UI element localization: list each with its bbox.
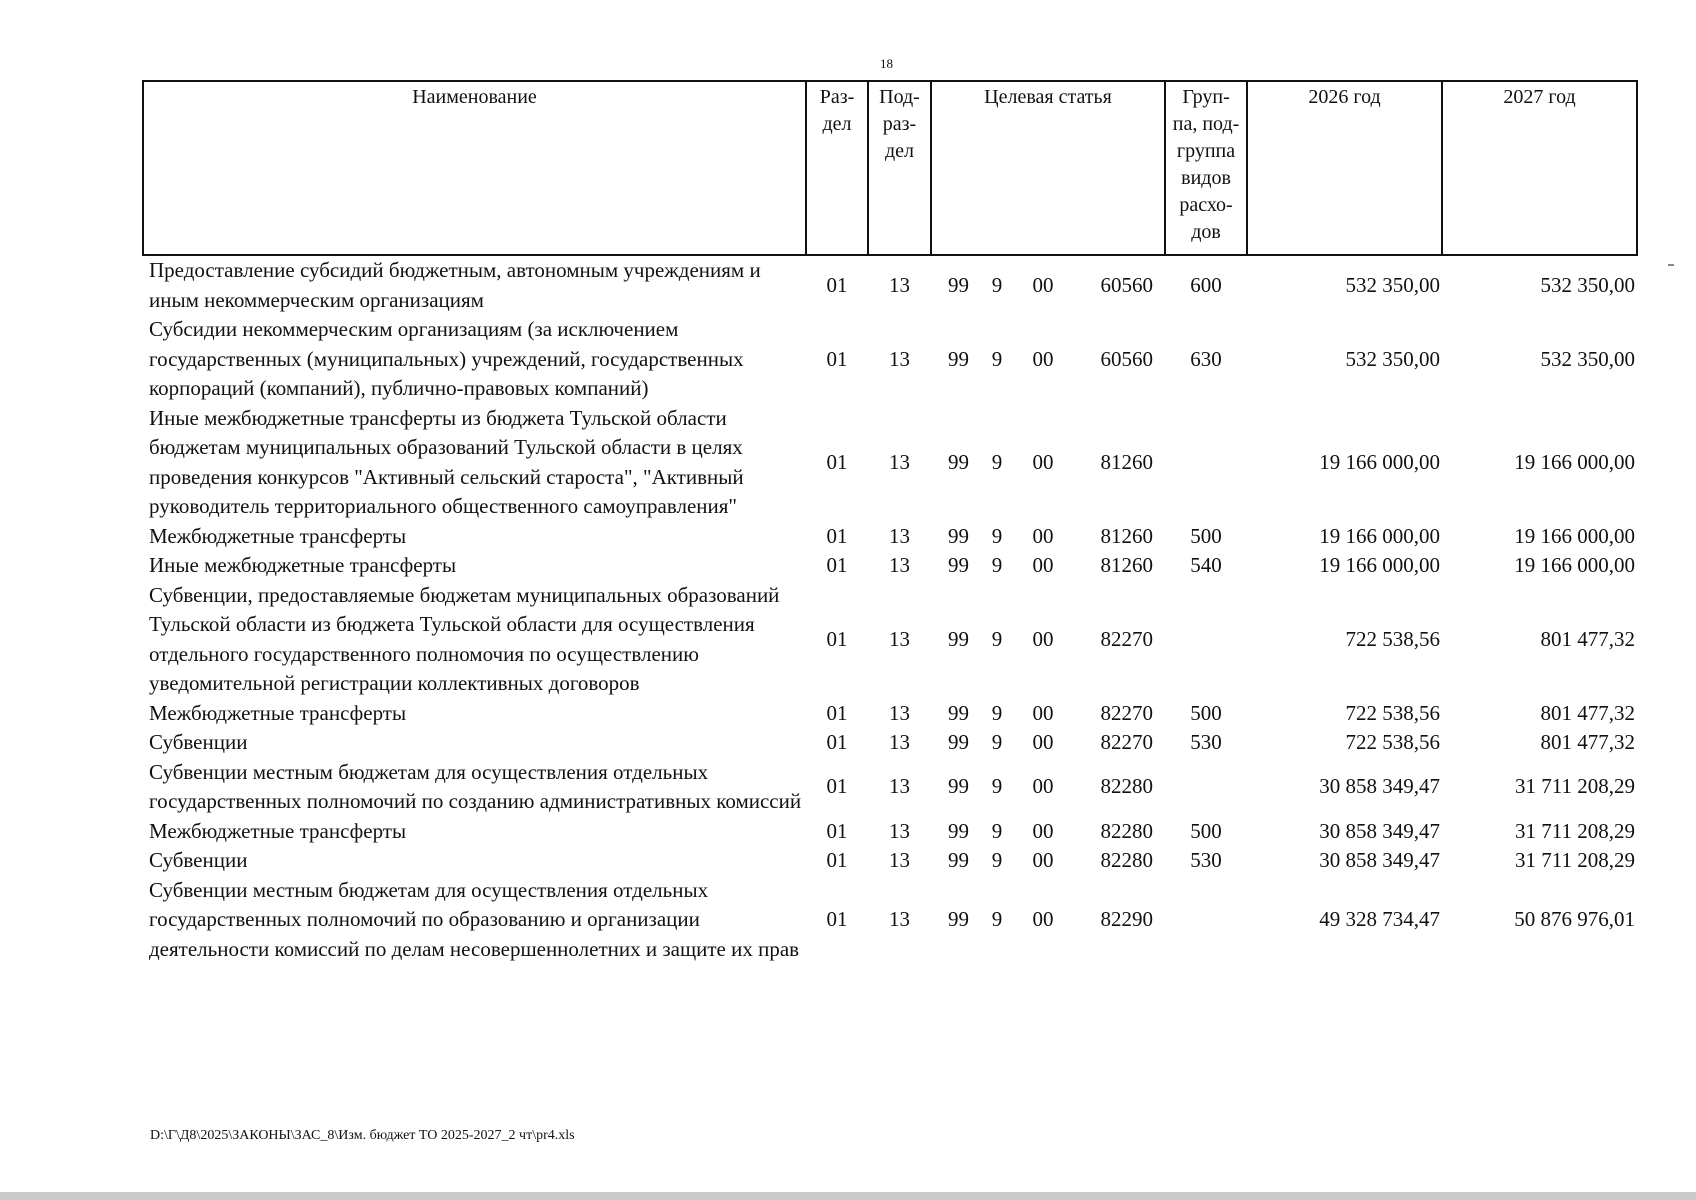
row-target-program: 99 — [948, 626, 969, 651]
row-amount-2027: 801 477,32 — [1540, 700, 1636, 725]
row-podrazdel: 13 — [889, 907, 910, 931]
row-name: Субсидии некоммерческим организациям (за исключением государственных (муниципальных) учреждений, государственных корпораций (компаний), публично-правовых компаний) — [149, 317, 744, 400]
row-podrazdel: 13 — [889, 730, 910, 754]
row-target-subprogram: 9 — [991, 818, 1003, 843]
row-target-subprogram: 9 — [991, 730, 1003, 754]
row-group: 600 — [1190, 272, 1222, 297]
row-name: Межбюджетные трансферты — [149, 818, 407, 843]
row-target-program: 99 — [948, 700, 969, 725]
row-podrazdel: 13 — [889, 818, 910, 843]
header-year-2027: 2027 год — [1442, 81, 1637, 255]
table-body — [143, 255, 1637, 964]
row-target-main: 00 — [1032, 774, 1054, 799]
row-target-direction: 82280 — [1100, 848, 1154, 872]
row-name: Предоставление субсидий бюджетным, автономным учреждениям и иным некоммерческим организациям — [149, 258, 761, 312]
row-target-direction: 82290 — [1100, 907, 1154, 931]
row-amount-2026: 30 858 349,47 — [1319, 774, 1441, 799]
header-name: Наименование — [143, 81, 806, 255]
row-amount-2027: 19 166 000,00 — [1514, 449, 1636, 474]
row-amount-2027: 532 350,00 — [1540, 272, 1636, 297]
header-year-2026: 2026 год — [1247, 81, 1442, 255]
row-target-main: 00 — [1032, 907, 1054, 931]
row-podrazdel: 13 — [889, 700, 910, 725]
row-podrazdel: 13 — [889, 774, 910, 799]
page-number: 18 — [880, 56, 893, 71]
row-target-subprogram: 9 — [991, 626, 1003, 651]
table-row — [143, 817, 1637, 847]
table-row — [143, 758, 1637, 817]
row-amount-2026: 49 328 734,47 — [1319, 907, 1441, 931]
table-row — [143, 255, 1637, 315]
table-row — [143, 404, 1637, 522]
row-name: Субвенции — [149, 730, 248, 754]
row-target-main: 00 — [1032, 449, 1054, 474]
budget-table — [142, 80, 1638, 964]
row-podrazdel: 13 — [889, 449, 910, 474]
row-name: Субвенции местным бюджетам для осуществления отдельных государственных полномочий по образованию и организации деятельности комиссий по делам несовершеннолетних и защите их прав — [149, 877, 800, 961]
row-target-program: 99 — [948, 907, 969, 931]
row-razdel: 01 — [826, 346, 848, 371]
row-podrazdel: 13 — [889, 346, 910, 371]
row-amount-2026: 722 538,56 — [1345, 700, 1441, 725]
row-razdel: 01 — [826, 272, 848, 297]
row-target-direction: 60560 — [1100, 346, 1154, 371]
row-name: Иные межбюджетные трансферты из бюджета Тульской области бюджетам муниципальных образований Тульской области в целях проведения конкурсов "Активный сельский староста", "Активный руководитель территориального общественного самоуправления" — [149, 405, 744, 518]
row-amount-2027: 19 166 000,00 — [1514, 553, 1636, 577]
row-target-subprogram: 9 — [991, 523, 1003, 548]
row-target-program: 99 — [948, 848, 969, 872]
row-target-program: 99 — [948, 818, 969, 843]
row-target-main: 00 — [1032, 346, 1054, 371]
row-name: Межбюджетные трансферты — [149, 523, 407, 548]
row-podrazdel: 13 — [889, 553, 910, 577]
row-amount-2027: 801 477,32 — [1540, 730, 1636, 754]
row-name: Субвенции — [149, 848, 248, 872]
row-amount-2027: 31 711 208,29 — [1515, 774, 1636, 799]
row-amount-2026: 30 858 349,47 — [1319, 848, 1441, 872]
table-row — [143, 551, 1637, 581]
row-razdel: 01 — [826, 523, 848, 548]
row-target-subprogram: 9 — [991, 449, 1003, 474]
table-row — [143, 315, 1637, 404]
row-amount-2026: 19 166 000,00 — [1319, 523, 1441, 548]
row-group: 500 — [1190, 818, 1222, 843]
row-group — [1165, 876, 1247, 965]
row-target-subprogram: 9 — [991, 700, 1003, 725]
row-target-program: 99 — [948, 553, 969, 577]
table-row — [143, 728, 1637, 758]
row-group — [1165, 758, 1247, 817]
row-target-direction: 81260 — [1100, 523, 1154, 548]
row-group: 500 — [1190, 700, 1222, 725]
row-target-main: 00 — [1032, 272, 1054, 297]
row-podrazdel: 13 — [889, 523, 910, 548]
row-amount-2027: 50 876 976,01 — [1514, 907, 1636, 931]
row-amount-2026: 19 166 000,00 — [1319, 553, 1441, 577]
row-amount-2027: 19 166 000,00 — [1514, 523, 1636, 548]
row-target-main: 00 — [1032, 626, 1054, 651]
table-row — [143, 876, 1637, 965]
row-amount-2026: 30 858 349,47 — [1319, 818, 1441, 843]
row-amount-2026: 19 166 000,00 — [1319, 449, 1441, 474]
header-podrazdel: Под- раз- дел — [868, 81, 931, 255]
row-target-program: 99 — [948, 523, 969, 548]
row-group — [1165, 581, 1247, 699]
row-amount-2027: 31 711 208,29 — [1515, 818, 1636, 843]
row-razdel: 01 — [826, 818, 848, 843]
row-group: 630 — [1190, 346, 1222, 371]
row-amount-2027: 532 350,00 — [1540, 346, 1636, 371]
table-row — [143, 581, 1637, 699]
row-amount-2027: 31 711 208,29 — [1515, 848, 1636, 872]
row-target-program: 99 — [948, 449, 969, 474]
row-group: 500 — [1190, 523, 1222, 548]
scan-bottom-band — [0, 1192, 1696, 1200]
row-target-subprogram: 9 — [991, 907, 1003, 931]
row-target-direction: 82270 — [1100, 700, 1154, 725]
table-header — [143, 81, 1637, 255]
row-group — [1165, 404, 1247, 522]
row-target-main: 00 — [1032, 848, 1054, 872]
row-target-main: 00 — [1032, 818, 1054, 843]
row-amount-2026: 532 350,00 — [1345, 272, 1441, 297]
row-group: 540 — [1190, 553, 1222, 577]
row-razdel: 01 — [826, 700, 848, 725]
row-podrazdel: 13 — [889, 848, 910, 872]
row-name: Субвенции, предоставляемые бюджетам муниципальных образований Тульской области из бюджета Тульской области для осуществления отдельного государственного полномочия по осуществлению уведомительной регистрации коллективных договоров — [149, 582, 780, 695]
row-razdel: 01 — [826, 907, 848, 931]
file-path-footer: D:\Г\Д8\2025\ЗАКОНЫ\ЗАС_8\Изм. бюджет ТО 2025-2027_2 чт\pr4.xls — [150, 1128, 575, 1143]
row-target-direction: 60560 — [1100, 272, 1154, 297]
header-razdel: Раз- дел — [806, 81, 868, 255]
row-podrazdel: 13 — [889, 272, 910, 297]
header-group: Груп- па, под- группа видов расхо- дов — [1165, 81, 1247, 255]
row-amount-2026: 722 538,56 — [1345, 626, 1441, 651]
row-razdel: 01 — [826, 730, 848, 754]
row-razdel: 01 — [826, 626, 848, 651]
row-target-subprogram: 9 — [991, 272, 1003, 297]
row-target-subprogram: 9 — [991, 346, 1003, 371]
scan-mark — [1668, 264, 1674, 266]
row-name: Иные межбюджетные трансферты — [149, 553, 457, 577]
row-razdel: 01 — [826, 848, 848, 872]
row-target-direction: 81260 — [1100, 449, 1154, 474]
row-target-main: 00 — [1032, 730, 1054, 754]
row-target-program: 99 — [948, 272, 969, 297]
table-row — [143, 699, 1637, 729]
row-razdel: 01 — [826, 553, 848, 577]
row-name: Субвенции местным бюджетам для осуществления отдельных государственных полномочий по созданию административных комиссий — [149, 759, 802, 813]
row-group: 530 — [1190, 848, 1222, 872]
row-razdel: 01 — [826, 774, 848, 799]
row-target-direction: 81260 — [1100, 553, 1154, 577]
header-target: Целевая статья — [931, 81, 1165, 255]
row-razdel: 01 — [826, 449, 848, 474]
row-target-direction: 82280 — [1100, 818, 1154, 843]
row-amount-2026: 532 350,00 — [1345, 346, 1441, 371]
row-amount-2027: 801 477,32 — [1540, 626, 1636, 651]
row-target-direction: 82270 — [1100, 626, 1154, 651]
row-target-main: 00 — [1032, 700, 1054, 725]
row-target-subprogram: 9 — [991, 848, 1003, 872]
row-target-subprogram: 9 — [991, 774, 1003, 799]
row-podrazdel: 13 — [889, 626, 910, 651]
row-target-main: 00 — [1032, 523, 1054, 548]
row-target-subprogram: 9 — [991, 553, 1003, 577]
row-target-program: 99 — [948, 774, 969, 799]
row-group: 530 — [1190, 730, 1222, 754]
row-target-direction: 82280 — [1100, 774, 1154, 799]
row-amount-2026: 722 538,56 — [1345, 730, 1441, 754]
table-row — [143, 522, 1637, 552]
row-name: Межбюджетные трансферты — [149, 700, 407, 725]
row-target-direction: 82270 — [1100, 730, 1154, 754]
table-row — [143, 846, 1637, 876]
row-target-main: 00 — [1032, 553, 1054, 577]
row-target-program: 99 — [948, 730, 969, 754]
row-target-program: 99 — [948, 346, 969, 371]
